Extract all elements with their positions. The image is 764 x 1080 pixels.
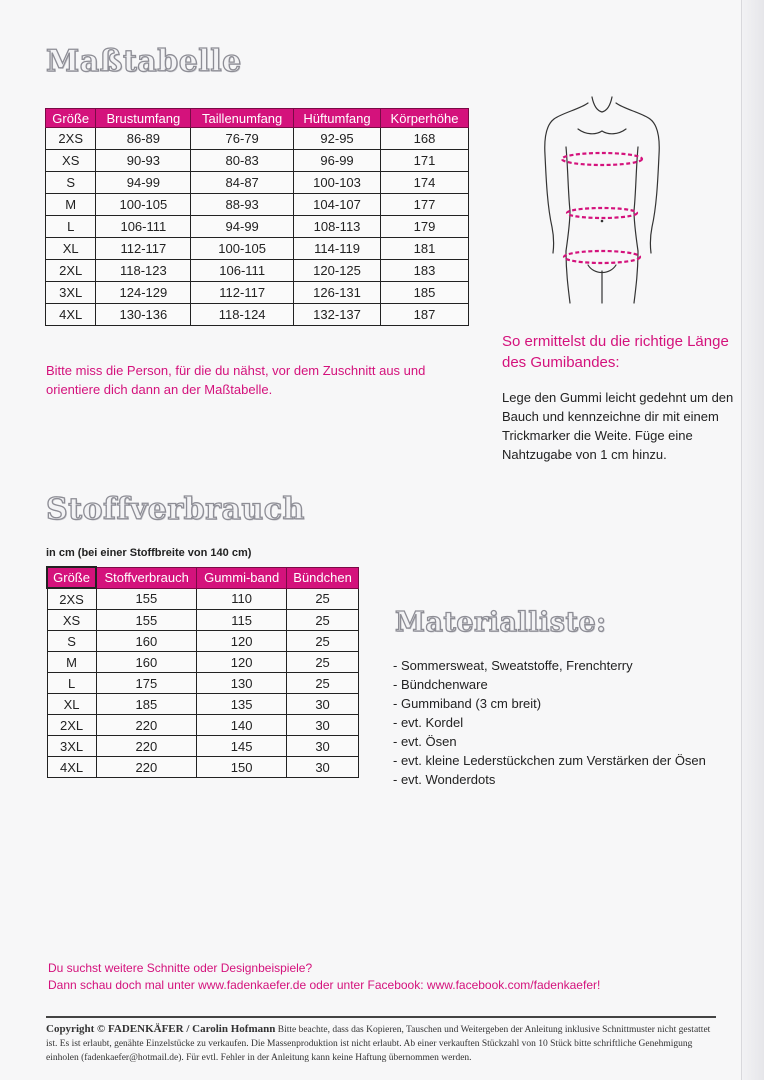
size-table-cell: 88-93	[191, 194, 294, 216]
size-table-cell: 120-125	[294, 260, 381, 282]
fabric-table-cell: 25	[287, 588, 359, 610]
fabric-table-header-cell: Stoffverbrauch	[96, 567, 197, 588]
fabric-table-cell: 30	[287, 715, 359, 736]
size-table-cell: 96-99	[294, 150, 381, 172]
size-table-row	[46, 194, 469, 216]
fabric-table-cell: 30	[287, 694, 359, 715]
fabric-table-cell: 140	[197, 715, 287, 736]
fabric-table-cell: 25	[287, 652, 359, 673]
fabric-table-cell: S	[47, 631, 96, 652]
size-table-cell: 104-107	[294, 194, 381, 216]
list-dash: -	[393, 696, 401, 711]
size-table-cell: 100-105	[96, 194, 191, 216]
fabric-table-cell: 130	[197, 673, 287, 694]
fabric-table-cell: 185	[96, 694, 197, 715]
material-text: evt. kleine Lederstückchen zum Verstärken der Ösen	[400, 753, 706, 768]
size-table-cell: 84-87	[191, 172, 294, 194]
fabric-table-cell: 155	[96, 588, 197, 610]
list-dash: -	[393, 772, 401, 787]
size-table-cell: XL	[46, 238, 96, 260]
fabric-table-cell: 155	[96, 610, 197, 631]
more-patterns-links: Dann schau doch mal unter www.fadenkaefer.de oder unter Facebook: www.facebook.com/fadenkaefer!	[48, 978, 601, 992]
size-table-cell: 94-99	[96, 172, 191, 194]
list-dash: -	[393, 734, 401, 749]
fabric-table-cell: 145	[197, 736, 287, 757]
gumiband-heading: So ermittelst du die richtige Länge des Gumibandes:	[502, 333, 729, 371]
fabric-table-cell: 30	[287, 757, 359, 778]
material-text: evt. Ösen	[400, 734, 457, 749]
fabric-table-cell: 110	[197, 588, 287, 610]
size-table-header-cell: Körperhöhe	[381, 109, 469, 128]
size-table-row	[46, 128, 469, 150]
size-table-cell: 100-105	[191, 238, 294, 260]
body-measurement-figure-icon	[540, 95, 664, 305]
fabric-table-cell: 115	[197, 610, 287, 631]
more-patterns-question: Du suchst weitere Schnitte oder Designbeispiele?	[48, 961, 313, 975]
fabric-table-row	[47, 631, 359, 652]
material-list-item	[393, 713, 706, 732]
list-dash: -	[393, 753, 401, 768]
size-table-header	[46, 109, 469, 128]
size-table-cell: 4XL	[46, 304, 96, 326]
size-table-row	[46, 172, 469, 194]
fabric-table-cell: 4XL	[47, 757, 96, 778]
size-table-cell: 118-123	[96, 260, 191, 282]
fabric-table-cell: 25	[287, 610, 359, 631]
fabric-table-cell: 150	[197, 757, 287, 778]
size-table-cell: 181	[381, 238, 469, 260]
size-table-cell: 90-93	[96, 150, 191, 172]
measure-note: Bitte miss die Person, für die du nähst, vor dem Zuschnitt aus und orientiere dich dann an der Maßtabelle.	[46, 363, 426, 397]
fabric-table-cell: L	[47, 673, 96, 694]
fabric-table-cell: 120	[197, 631, 287, 652]
fabric-table-header	[47, 567, 359, 588]
fabric-table-row	[47, 652, 359, 673]
size-table-cell: 132-137	[294, 304, 381, 326]
list-dash: -	[393, 658, 401, 673]
fabric-table-cell: 135	[197, 694, 287, 715]
size-table-cell: 187	[381, 304, 469, 326]
fabric-table-cell: 3XL	[47, 736, 96, 757]
material-list-item	[393, 675, 706, 694]
size-table-cell: 130-136	[96, 304, 191, 326]
more-patterns-note	[48, 960, 600, 994]
title-materialliste: Materialliste:	[395, 607, 607, 638]
list-dash: -	[393, 715, 401, 730]
fabric-table-cell: XS	[47, 610, 96, 631]
size-table-header-cell: Taillenumfang	[191, 109, 294, 128]
size-table-cell: 3XL	[46, 282, 96, 304]
material-list	[393, 656, 706, 789]
material-text: Gummiband (3 cm breit)	[400, 696, 542, 711]
material-list-item	[393, 656, 706, 675]
material-text: Bündchenware	[400, 677, 488, 692]
material-text: evt. Kordel	[400, 715, 464, 730]
fabric-table-row	[47, 673, 359, 694]
size-table-header-cell: Hüftumfang	[294, 109, 381, 128]
fabric-table-cell: 220	[96, 715, 197, 736]
size-table-cell: 174	[381, 172, 469, 194]
material-list-item	[393, 770, 706, 789]
size-table-cell: 112-117	[191, 282, 294, 304]
size-table-cell: S	[46, 172, 96, 194]
fabric-table-cell: 220	[96, 736, 197, 757]
size-table-row	[46, 260, 469, 282]
size-table-cell: 106-111	[96, 216, 191, 238]
footer-divider	[46, 1016, 716, 1018]
size-table-cell: 185	[381, 282, 469, 304]
copyright-notice	[46, 1022, 718, 1065]
fabric-table-row	[47, 588, 359, 610]
size-table-cell: 86-89	[96, 128, 191, 150]
fabric-table-cell: XL	[47, 694, 96, 715]
size-table-cell: 92-95	[294, 128, 381, 150]
list-dash: -	[393, 677, 401, 692]
size-table-cell: 106-111	[191, 260, 294, 282]
size-table-row	[46, 216, 469, 238]
size-table-cell: 100-103	[294, 172, 381, 194]
fabric-table	[46, 566, 359, 778]
size-table-cell: 2XS	[46, 128, 96, 150]
fabric-table-cell: 220	[96, 757, 197, 778]
material-list-item	[393, 751, 706, 770]
fabric-subtitle: in cm (bei einer Stoffbreite von 140 cm)	[46, 547, 252, 559]
size-table-cell: 171	[381, 150, 469, 172]
fabric-table-header-cell: Gummi-band	[197, 567, 287, 588]
copyright-text: Bitte beachte, dass das Kopieren, Tauschen und Weitergeben der Anleitung inklusive Schnittmuster nicht gestattet ist. Es ist erlaubt, genähte Einzelstücke zu verkaufen. Die Massenproduktion ist nicht erlaubt. Ab einer verkauften Stückzahl von 10 Stück bitte schriftliche Genehmigung einholen (fadenkaefer@hotmail.de). Für evtl. Fehler in der Anleitung kann keine Haftung übernommen werden.	[46, 1025, 711, 1063]
fabric-table-cell: 25	[287, 673, 359, 694]
size-table-row	[46, 282, 469, 304]
size-table-cell: M	[46, 194, 96, 216]
fabric-table-cell: 175	[96, 673, 197, 694]
fabric-table-cell: 2XL	[47, 715, 96, 736]
fabric-table-cell: M	[47, 652, 96, 673]
material-list-item	[393, 694, 706, 713]
size-table-cell: 76-79	[191, 128, 294, 150]
fabric-table-cell: 2XS	[47, 588, 96, 610]
fabric-table-cell: 120	[197, 652, 287, 673]
fabric-table-cell: 160	[96, 631, 197, 652]
fabric-table-row	[47, 757, 359, 778]
size-table-cell: 112-117	[96, 238, 191, 260]
size-table-cell: 124-129	[96, 282, 191, 304]
size-table-cell: L	[46, 216, 96, 238]
size-table-cell: 2XL	[46, 260, 96, 282]
fabric-table-header-cell: Bündchen	[287, 567, 359, 588]
size-table-cell: 114-119	[294, 238, 381, 260]
size-table-cell: 108-113	[294, 216, 381, 238]
material-text: Sommersweat, Sweatstoffe, Frenchterry	[400, 658, 633, 673]
size-table-row	[46, 150, 469, 172]
fabric-table-header-cell: Größe	[47, 567, 96, 588]
gumiband-instructions: Lege den Gummi leicht gedehnt um den Bauch und kennzeichne dir mit einem Trickmarker die Weite. Füge eine Nahtzugabe von 1 cm hinzu.	[502, 390, 734, 462]
size-table-cell: XS	[46, 150, 96, 172]
size-table-cell: 118-124	[191, 304, 294, 326]
material-list-item	[393, 732, 706, 751]
size-table-row	[46, 238, 469, 260]
size-table-cell: 80-83	[191, 150, 294, 172]
fabric-table-row	[47, 736, 359, 757]
copyright-owner: Copyright © FADENKÄFER / Carolin Hofmann	[46, 1023, 276, 1035]
size-table	[45, 108, 469, 326]
size-table-cell: 177	[381, 194, 469, 216]
fabric-table-row	[47, 610, 359, 631]
size-table-cell: 168	[381, 128, 469, 150]
size-table-row	[46, 304, 469, 326]
title-stoffverbrauch: Stoffverbrauch	[46, 492, 305, 527]
title-masstabelle: Maßtabelle	[46, 44, 242, 79]
fabric-table-row	[47, 715, 359, 736]
fabric-table-cell: 160	[96, 652, 197, 673]
fabric-table-cell: 25	[287, 631, 359, 652]
size-table-header-cell: Brustumfang	[96, 109, 191, 128]
size-table-header-cell: Größe	[46, 109, 96, 128]
size-table-cell: 179	[381, 216, 469, 238]
size-table-cell: 94-99	[191, 216, 294, 238]
fabric-table-cell: 30	[287, 736, 359, 757]
page-edge	[741, 0, 764, 1080]
size-table-cell: 183	[381, 260, 469, 282]
fabric-table-row	[47, 694, 359, 715]
material-text: evt. Wonderdots	[400, 772, 496, 787]
size-table-cell: 126-131	[294, 282, 381, 304]
